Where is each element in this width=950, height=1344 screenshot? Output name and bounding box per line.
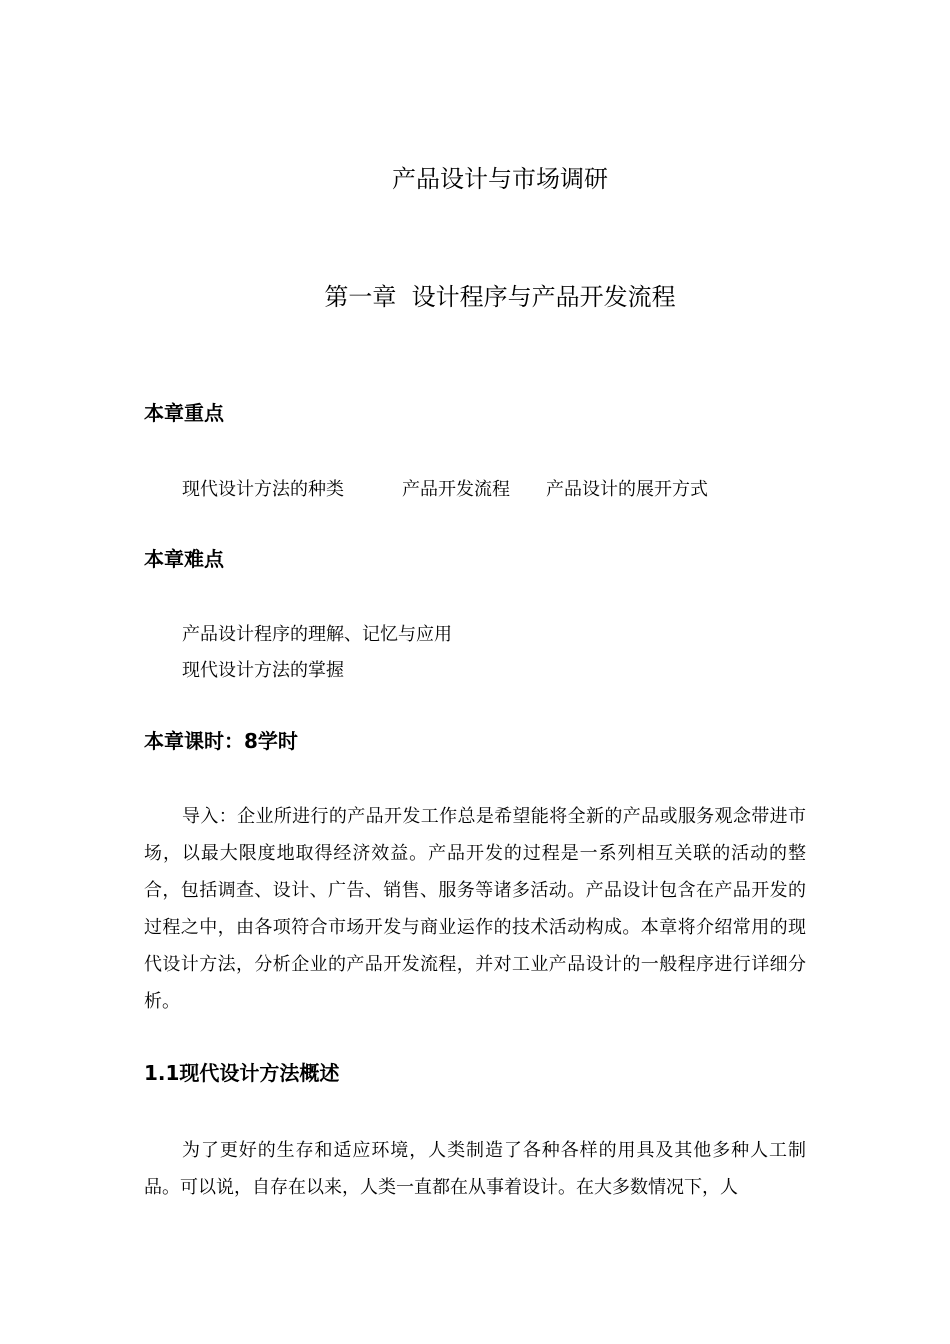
difficulties-heading: 本章难点 (144, 547, 224, 571)
difficulty-item-1: 产品设计程序的理解、记忆与应用 (182, 624, 452, 645)
hours-heading: 本章课时：8学时 (144, 729, 298, 753)
key-point-item-1: 现代设计方法的种类 (182, 479, 344, 500)
chapter-title: 第一章 设计程序与产品开发流程 (324, 283, 676, 311)
document-title: 产品设计与市场调研 (392, 165, 608, 193)
key-point-item-2: 产品开发流程 (402, 479, 510, 500)
section-1-1-paragraph: 为了更好的生存和适应环境，人类制造了各种各样的用具及其他多种人工制品。可以说，自存在以来，人类一直都在从事着设计。在大多数情况下，人 (144, 1140, 806, 1198)
key-points-heading: 本章重点 (144, 401, 224, 425)
difficulty-item-2: 现代设计方法的掌握 (182, 660, 344, 681)
intro-paragraph: 导入：企业所进行的产品开发工作总是希望能将全新的产品或服务观念带进市场，以最大限度地取得经济效益。产品开发的过程是一系列相互关联的活动的整合，包括调查、设计、广告、销售、服务等诸多活动。产品设计包含在产品开发的过程之中，由各项符合市场开发与商业运作的技术活动构成。本章将介绍常用的现代设计方法，分析企业的产品开发流程，并对工业产品设计的一般程序进行详细分析。 (144, 806, 806, 1012)
section-1-1-heading: 1.1现代设计方法概述 (144, 1061, 340, 1085)
key-point-item-3: 产品设计的展开方式 (546, 479, 708, 500)
